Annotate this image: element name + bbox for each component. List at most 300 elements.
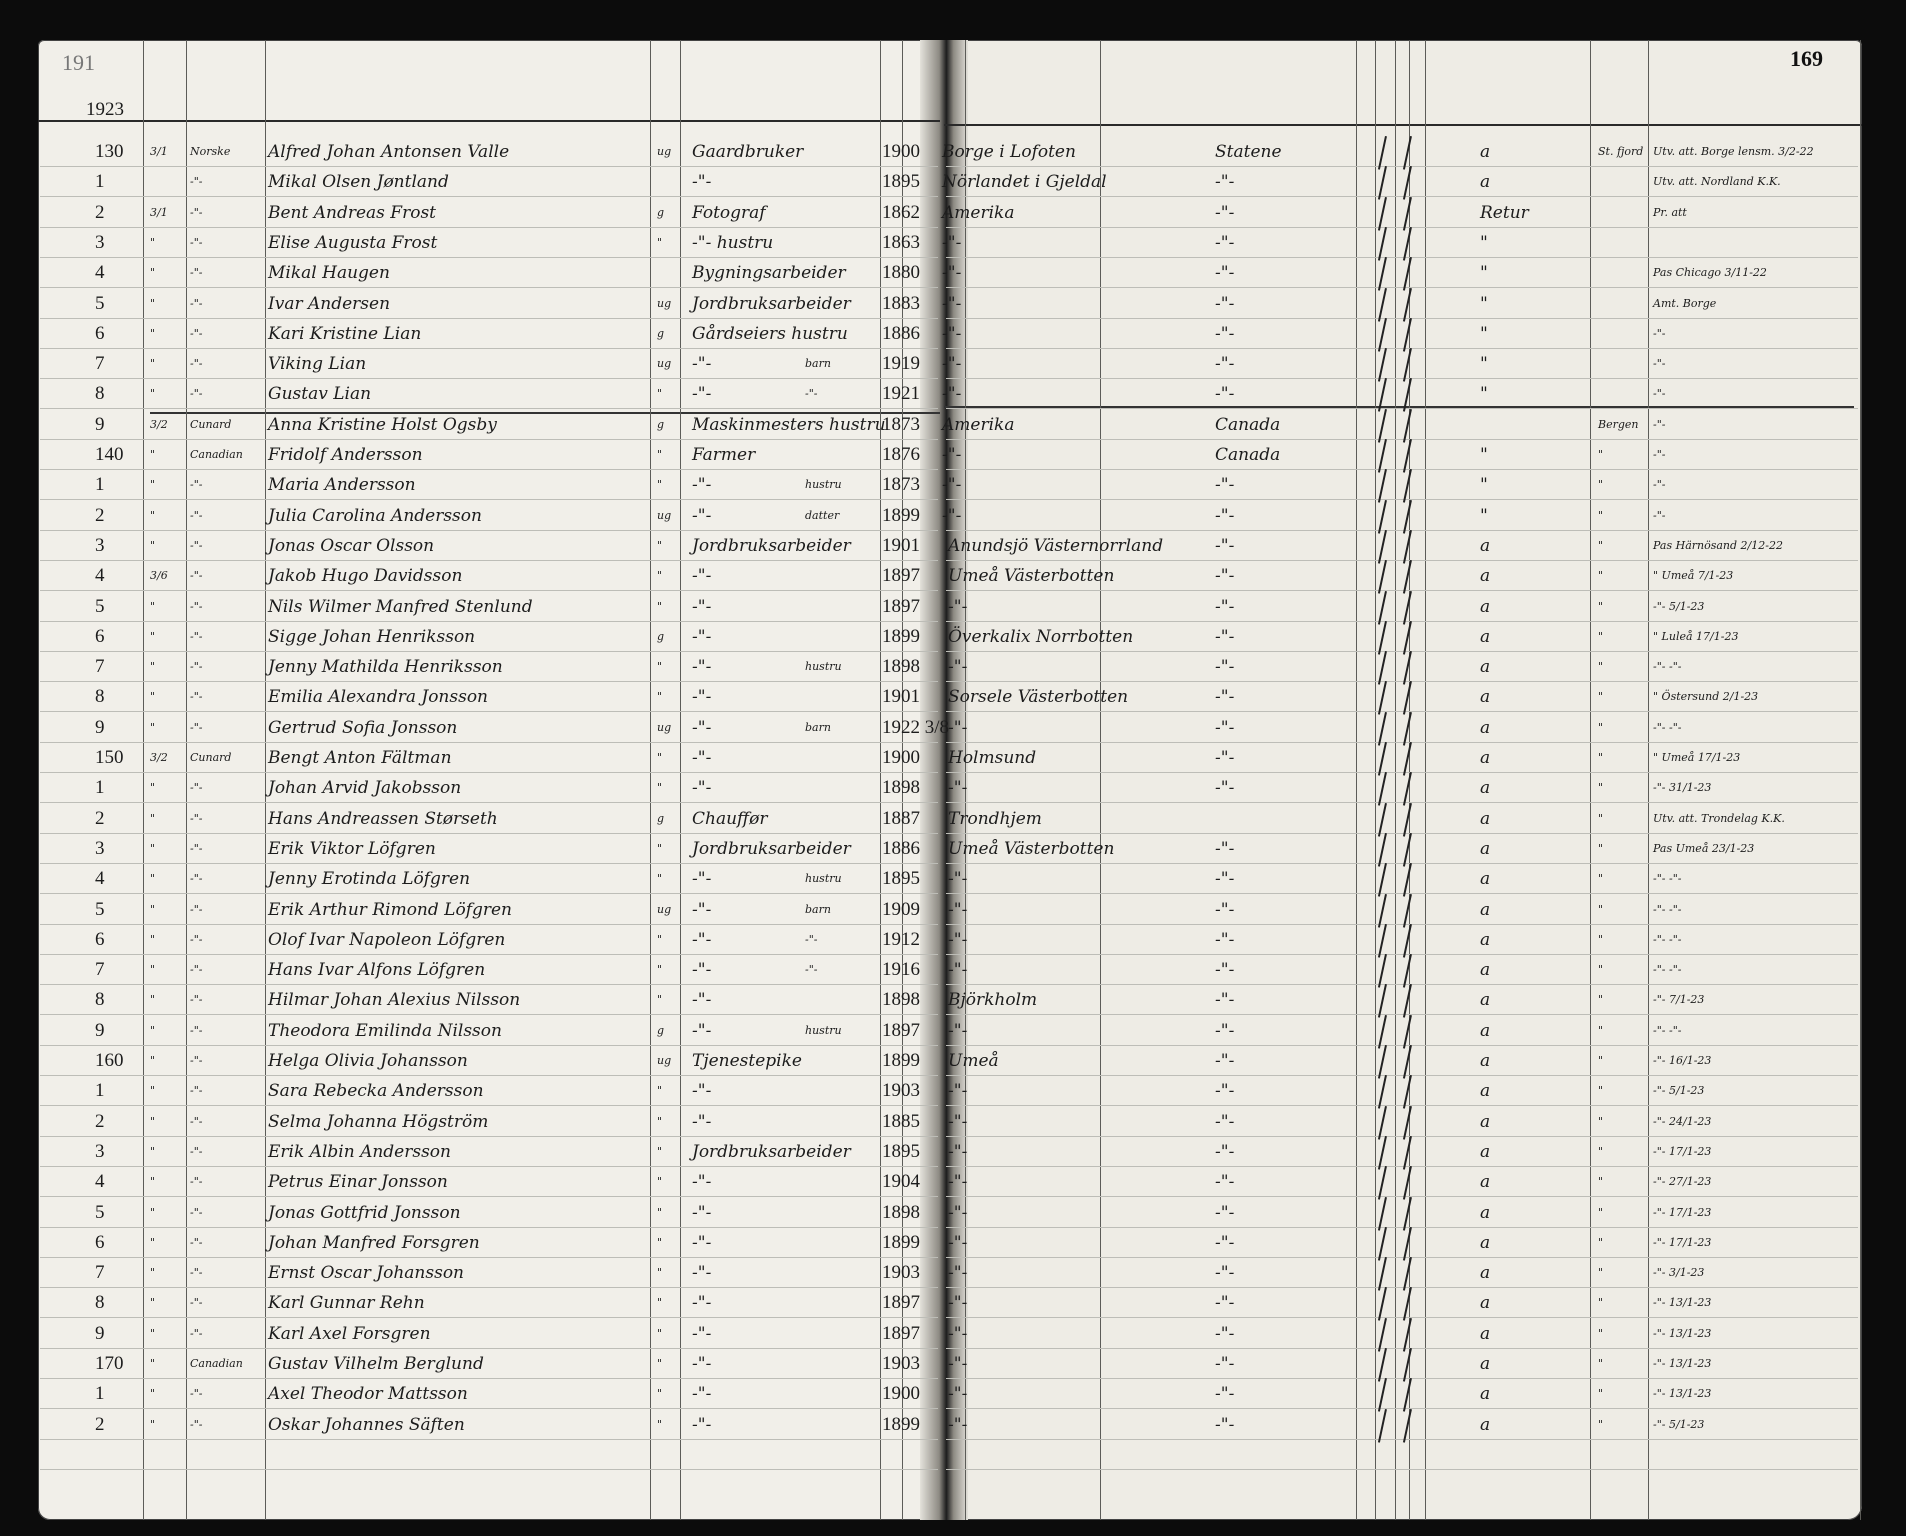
port: " xyxy=(1598,841,1604,855)
entry-date: 3/6 xyxy=(150,569,168,583)
port: " xyxy=(1598,751,1604,764)
row-rule xyxy=(40,469,938,470)
occupation: -"- xyxy=(692,748,712,768)
row-rule xyxy=(946,833,1858,834)
ship-line: -"- xyxy=(190,235,203,249)
ship-line: -"- xyxy=(190,841,203,855)
passenger-name: Erik Albin Andersson xyxy=(268,1141,451,1162)
row-rule xyxy=(946,893,1858,894)
remark: -"- -"- xyxy=(1653,660,1682,674)
civil-status: ug xyxy=(657,720,672,734)
ticket-mark: a xyxy=(1480,838,1491,859)
ticket-mark: a xyxy=(1480,899,1491,920)
birth-year: 1899 xyxy=(882,1050,920,1071)
entry-number: 3 xyxy=(95,1140,105,1162)
birth-year: 1899 xyxy=(882,625,920,647)
ship-line: -"- xyxy=(190,1417,203,1431)
occupation: -"- xyxy=(692,596,712,617)
ship-line: -"- xyxy=(190,811,203,825)
passenger-name: Olof Ivar Napoleon Löfgren xyxy=(268,929,506,950)
birth-year: 1916 xyxy=(882,959,920,981)
origin-place: -"- xyxy=(948,1172,968,1193)
origin-place: -"- xyxy=(948,929,968,950)
birth-year: 1897 xyxy=(882,1292,920,1314)
ship-line: -"- xyxy=(190,1023,203,1037)
birth-year: 1876 xyxy=(882,444,920,465)
entry-date: " xyxy=(150,599,156,613)
entry-number: 4 xyxy=(95,868,105,890)
civil-status: " xyxy=(657,1326,663,1340)
row-rule xyxy=(40,408,938,409)
entry-date: " xyxy=(150,720,156,734)
row-rule xyxy=(40,348,938,349)
port: " xyxy=(1598,781,1604,795)
entry-date: " xyxy=(150,1387,156,1401)
ship-line: -"- xyxy=(190,205,203,219)
ship-line: -"- xyxy=(190,1175,203,1189)
entry-number: 7 xyxy=(95,656,105,678)
ticket-mark: a xyxy=(1480,1323,1491,1344)
row-rule xyxy=(946,590,1858,591)
ship-line: -"- xyxy=(190,1205,203,1219)
port: " xyxy=(1598,599,1604,613)
destination: -"- xyxy=(1215,1384,1235,1405)
occupation: -"- xyxy=(692,657,712,678)
origin-place: -"- xyxy=(948,1081,968,1102)
occupation: Farmer xyxy=(692,445,756,465)
passenger-name: Helga Olivia Johansson xyxy=(268,1051,468,1071)
row-rule xyxy=(40,1166,938,1167)
occupation: -"- xyxy=(692,1384,712,1405)
passenger-name: Hans Ivar Alfons Löfgren xyxy=(268,960,486,981)
occupation: -"- xyxy=(692,354,712,375)
destination: -"- xyxy=(1215,960,1235,981)
origin-place: -"- xyxy=(942,475,962,496)
passenger-name: Alfred Johan Antonsen Valle xyxy=(268,142,510,162)
row-rule xyxy=(946,1378,1858,1379)
occupation: -"- xyxy=(692,505,712,526)
ticket-mark: " xyxy=(1480,263,1488,284)
ship-line: Cunard xyxy=(190,751,232,764)
destination: -"- xyxy=(1215,1293,1235,1314)
passenger-name: Gustav Vilhelm Berglund xyxy=(268,1354,484,1374)
passenger-name: Jenny Erotinda Löfgren xyxy=(268,869,471,890)
destination: -"- xyxy=(1215,929,1235,950)
destination: -"- xyxy=(1215,1323,1235,1344)
ship-line: -"- xyxy=(190,1144,203,1158)
row-rule xyxy=(946,1196,1858,1197)
passenger-name: Fridolf Andersson xyxy=(268,445,423,465)
destination: -"- xyxy=(1215,1414,1235,1435)
civil-status: g xyxy=(657,1023,665,1037)
destination: -"- xyxy=(1215,475,1235,496)
remark: " Umeå 17/1-23 xyxy=(1653,751,1741,764)
row-rule xyxy=(40,651,938,652)
entry-date: 3/2 xyxy=(150,417,168,431)
ticket-mark: " xyxy=(1480,445,1488,465)
civil-status: " xyxy=(657,1084,663,1098)
remark: -"- 17/1-23 xyxy=(1653,1205,1712,1219)
destination: -"- xyxy=(1215,717,1235,738)
ticket-mark: a xyxy=(1480,142,1491,162)
relation: barn xyxy=(805,902,831,916)
ship-line: Norske xyxy=(190,145,231,158)
entry-number: 9 xyxy=(95,1322,105,1344)
entry-number: 9 xyxy=(95,1019,105,1041)
passenger-name: Johan Arvid Jakobsson xyxy=(268,778,462,799)
origin-place: -"- xyxy=(948,1232,968,1253)
civil-status: " xyxy=(657,1387,663,1401)
entry-number: 3 xyxy=(95,231,105,253)
port: " xyxy=(1598,690,1604,704)
ticket-mark: Retur xyxy=(1480,202,1529,223)
row-rule xyxy=(946,1257,1858,1258)
row-rule xyxy=(946,408,1858,409)
row-rule xyxy=(946,924,1858,925)
entry-date: " xyxy=(150,448,156,461)
civil-status: ug xyxy=(657,508,672,522)
origin-place: -"- xyxy=(942,505,962,526)
passenger-name: Petrus Einar Jonsson xyxy=(268,1172,448,1193)
column-line xyxy=(1425,40,1426,1520)
passenger-name: Kari Kristine Lian xyxy=(268,323,422,344)
column-line xyxy=(186,40,187,1520)
entry-date: " xyxy=(150,1175,156,1189)
row-rule xyxy=(946,469,1858,470)
row-rule xyxy=(946,378,1858,379)
remark: -"- 27/1-23 xyxy=(1653,1175,1712,1189)
passenger-name: Mikal Olsen Jøntland xyxy=(268,172,449,193)
passenger-name: Johan Manfred Forsgren xyxy=(268,1232,480,1253)
civil-status: " xyxy=(657,1175,663,1189)
remark: -"- 17/1-23 xyxy=(1653,1144,1712,1158)
entry-date: " xyxy=(150,841,156,855)
destination: -"- xyxy=(1215,596,1235,617)
ship-line: -"- xyxy=(190,538,203,552)
entry-date: " xyxy=(150,872,156,886)
remark: -"- -"- xyxy=(1653,1023,1682,1037)
occupation: -"- xyxy=(692,1323,712,1344)
row-rule xyxy=(40,681,938,682)
destination: -"- xyxy=(1215,657,1235,678)
ship-line: -"- xyxy=(190,902,203,916)
ticket-mark: a xyxy=(1480,990,1491,1011)
origin-place: -"- xyxy=(942,445,962,465)
row-rule xyxy=(40,1287,938,1288)
entry-number: 3 xyxy=(95,534,105,556)
civil-status: " xyxy=(657,841,663,855)
row-rule xyxy=(946,318,1858,319)
row-rule xyxy=(946,348,1858,349)
previous-page-number: 191 xyxy=(62,50,95,75)
birth-year: 1903 xyxy=(882,1080,920,1102)
remark: -"- 3/1-23 xyxy=(1653,1266,1705,1280)
origin-place: -"- xyxy=(948,1141,968,1162)
row-rule xyxy=(40,166,938,167)
birth-year: 1880 xyxy=(882,262,920,284)
passenger-name: Maria Andersson xyxy=(268,475,416,496)
entry-number: 6 xyxy=(95,625,105,647)
origin-place: Överkalix Norrbotten xyxy=(948,626,1134,647)
entry-number: 1 xyxy=(95,777,105,799)
ship-line: -"- xyxy=(190,1235,203,1249)
passenger-name: Gustav Lian xyxy=(268,384,372,405)
remark: -"- 5/1-23 xyxy=(1653,1084,1705,1098)
entry-date: " xyxy=(150,508,156,522)
origin-place: -"- xyxy=(948,1323,968,1344)
ship-line: -"- xyxy=(190,932,203,946)
destination: -"- xyxy=(1215,232,1235,253)
civil-status: " xyxy=(657,1144,663,1158)
row-rule xyxy=(946,711,1858,712)
ticket-mark: a xyxy=(1480,626,1491,647)
civil-status: ug xyxy=(657,357,672,371)
row-rule xyxy=(40,1136,938,1137)
occupation: -"- xyxy=(692,1293,712,1314)
birth-year: 1873 xyxy=(882,474,920,496)
birth-year: 1885 xyxy=(882,1110,920,1132)
ticket-mark: " xyxy=(1480,293,1488,314)
relation: hustru xyxy=(805,872,842,886)
destination: -"- xyxy=(1215,566,1235,587)
destination: -"- xyxy=(1215,263,1235,284)
ship-line: -"- xyxy=(190,629,203,643)
ticket-mark: a xyxy=(1480,717,1491,738)
row-rule xyxy=(40,1257,938,1258)
entry-number: 5 xyxy=(95,292,105,314)
row-rule xyxy=(946,651,1858,652)
remark: -"- 7/1-23 xyxy=(1653,993,1705,1007)
destination: -"- xyxy=(1215,1051,1235,1071)
destination: -"- xyxy=(1215,1354,1235,1374)
row-rule xyxy=(946,1075,1858,1076)
column-line xyxy=(1395,40,1396,1520)
entry-number: 8 xyxy=(95,383,105,405)
birth-year: 1897 xyxy=(882,1019,920,1041)
relation: hustru xyxy=(805,660,842,674)
entry-number: 7 xyxy=(95,959,105,981)
origin-place: -"- xyxy=(948,899,968,920)
row-rule xyxy=(40,621,938,622)
occupation: Jordbruksarbeider xyxy=(692,838,851,859)
entry-number: 5 xyxy=(95,1201,105,1223)
row-rule xyxy=(40,287,938,288)
row-rule xyxy=(946,1317,1858,1318)
remark: Amt. Borge xyxy=(1653,296,1717,310)
entry-date: " xyxy=(150,1023,156,1037)
remark: -"- 13/1-23 xyxy=(1653,1357,1712,1370)
civil-status: " xyxy=(657,1205,663,1219)
entry-number: 6 xyxy=(95,1231,105,1253)
civil-status: g xyxy=(657,205,665,219)
occupation: Chauffør xyxy=(692,808,768,829)
passenger-name: Sigge Johan Henriksson xyxy=(268,626,476,647)
entry-date: " xyxy=(150,538,156,552)
passenger-name: Anna Kristine Holst Ogsby xyxy=(268,414,497,435)
port: " xyxy=(1598,993,1604,1007)
origin-place: -"- xyxy=(948,657,968,678)
port: " xyxy=(1598,508,1604,522)
port: " xyxy=(1598,1417,1604,1431)
column-line xyxy=(1590,40,1591,1520)
ship-line: Cunard xyxy=(190,417,232,431)
civil-status: g xyxy=(657,417,665,431)
ship-line: -"- xyxy=(190,1296,203,1310)
entry-date: " xyxy=(150,235,156,249)
ticket-mark: a xyxy=(1480,535,1491,556)
remark: Utv. att. Trondelag K.K. xyxy=(1653,811,1785,825)
remark: -"- -"- xyxy=(1653,902,1682,916)
ship-line: -"- xyxy=(190,660,203,674)
ship-line: Canadian xyxy=(190,448,243,461)
civil-status: " xyxy=(657,1235,663,1249)
passenger-name: Bent Andreas Frost xyxy=(268,202,437,223)
row-rule xyxy=(40,863,938,864)
row-rule xyxy=(40,1075,938,1076)
ship-line: -"- xyxy=(190,1326,203,1340)
civil-status: g xyxy=(657,811,665,825)
entry-date: " xyxy=(150,993,156,1007)
destination: -"- xyxy=(1215,1020,1235,1041)
row-rule xyxy=(946,1227,1858,1228)
passenger-name: Nils Wilmer Manfred Stenlund xyxy=(268,596,533,617)
entry-date: " xyxy=(150,1357,156,1370)
occupation: -"- xyxy=(692,475,712,496)
entry-date: " xyxy=(150,629,156,643)
entry-date: " xyxy=(150,1296,156,1310)
occupation: -"- xyxy=(692,172,712,193)
birth-year: 1912 xyxy=(882,928,920,950)
row-rule xyxy=(946,1136,1858,1137)
ship-line: -"- xyxy=(190,387,203,401)
port: " xyxy=(1598,1387,1604,1401)
row-rule xyxy=(40,590,938,591)
row-rule xyxy=(946,1105,1858,1106)
ticket-mark: a xyxy=(1480,172,1491,193)
ship-line: -"- xyxy=(190,266,203,280)
entry-date: 3/1 xyxy=(150,205,168,219)
passenger-name: Jenny Mathilda Henriksson xyxy=(268,657,503,678)
ticket-mark: a xyxy=(1480,687,1491,708)
remark: -"- xyxy=(1653,508,1666,522)
occupation: Gårdseiers hustru xyxy=(692,323,848,344)
destination: -"- xyxy=(1215,778,1235,799)
entry-number: 1 xyxy=(95,1383,105,1405)
row-rule xyxy=(40,1469,938,1470)
destination: -"- xyxy=(1215,626,1235,647)
relation: barn xyxy=(805,357,831,371)
origin-place: -"- xyxy=(942,263,962,284)
occupation: Jordbruksarbeider xyxy=(692,535,851,556)
birth-year: 1897 xyxy=(882,595,920,617)
passenger-name: Jakob Hugo Davidsson xyxy=(268,566,463,587)
occupation: Gaardbruker xyxy=(692,142,804,162)
remark: -"- 31/1-23 xyxy=(1653,781,1712,795)
birth-year: 1898 xyxy=(882,1201,920,1223)
row-rule xyxy=(946,1439,1858,1440)
civil-status: ug xyxy=(657,1054,672,1067)
column-line xyxy=(1100,40,1101,1520)
entry-date: " xyxy=(150,902,156,916)
entry-number: 3 xyxy=(95,837,105,859)
birth-year: 1899 xyxy=(882,1413,920,1435)
birth-year: 1898 xyxy=(882,989,920,1011)
origin-place: -"- xyxy=(948,1202,968,1223)
entry-date: " xyxy=(150,357,156,371)
column-line xyxy=(680,40,681,1520)
civil-status: " xyxy=(657,690,663,704)
remark: Utv. att. Borge lensm. 3/2-22 xyxy=(1653,145,1814,158)
civil-status: " xyxy=(657,781,663,795)
port: " xyxy=(1598,448,1604,461)
entry-number: 4 xyxy=(95,565,105,587)
row-rule xyxy=(40,1045,938,1046)
civil-status: ug xyxy=(657,145,672,158)
entry-date: " xyxy=(150,1266,156,1280)
birth-year: 1863 xyxy=(882,231,920,253)
ship-line: -"- xyxy=(190,508,203,522)
ticket-mark: " xyxy=(1480,323,1488,344)
civil-status: " xyxy=(657,993,663,1007)
row-rule xyxy=(40,1014,938,1015)
page-number: 169 xyxy=(1790,46,1823,71)
occupation: -"- xyxy=(692,899,712,920)
origin-place: -"- xyxy=(948,1414,968,1435)
occupation: -"- xyxy=(692,566,712,587)
port: " xyxy=(1598,538,1604,552)
birth-year: 1873 xyxy=(882,413,920,435)
row-rule xyxy=(40,954,938,955)
ticket-mark: a xyxy=(1480,657,1491,678)
port: " xyxy=(1598,569,1604,583)
remark: Pas Umeå 23/1-23 xyxy=(1653,841,1755,855)
row-rule xyxy=(946,1348,1858,1349)
entry-date: " xyxy=(150,690,156,704)
ship-line: -"- xyxy=(190,569,203,583)
port: " xyxy=(1598,872,1604,886)
birth-year: 1921 xyxy=(882,383,920,405)
row-rule xyxy=(40,893,938,894)
birth-year: 1919 xyxy=(882,353,920,375)
port: " xyxy=(1598,1326,1604,1340)
row-rule xyxy=(40,984,938,985)
remark: Pas Chicago 3/11-22 xyxy=(1653,266,1767,280)
origin-place: -"- xyxy=(948,1354,968,1374)
civil-status: " xyxy=(657,448,663,461)
origin-place: -"- xyxy=(948,717,968,738)
row-rule xyxy=(946,257,1858,258)
destination: -"- xyxy=(1215,1172,1235,1193)
port: " xyxy=(1598,629,1604,643)
civil-status: " xyxy=(657,660,663,674)
entry-date: 3/1 xyxy=(150,145,168,158)
ship-line: -"- xyxy=(190,720,203,734)
birth-year: 1900 xyxy=(882,747,920,768)
row-rule xyxy=(946,742,1858,743)
destination: -"- xyxy=(1215,838,1235,859)
remark: -"- 16/1-23 xyxy=(1653,1054,1712,1067)
row-rule xyxy=(40,530,938,531)
row-rule xyxy=(40,227,938,228)
origin-place: Holmsund xyxy=(948,748,1037,768)
row-rule xyxy=(946,499,1858,500)
row-rule xyxy=(40,1196,938,1197)
origin-place: -"- xyxy=(948,869,968,890)
row-rule xyxy=(40,318,938,319)
origin-place: -"- xyxy=(948,1293,968,1314)
destination: -"- xyxy=(1215,505,1235,526)
entry-date: " xyxy=(150,932,156,946)
